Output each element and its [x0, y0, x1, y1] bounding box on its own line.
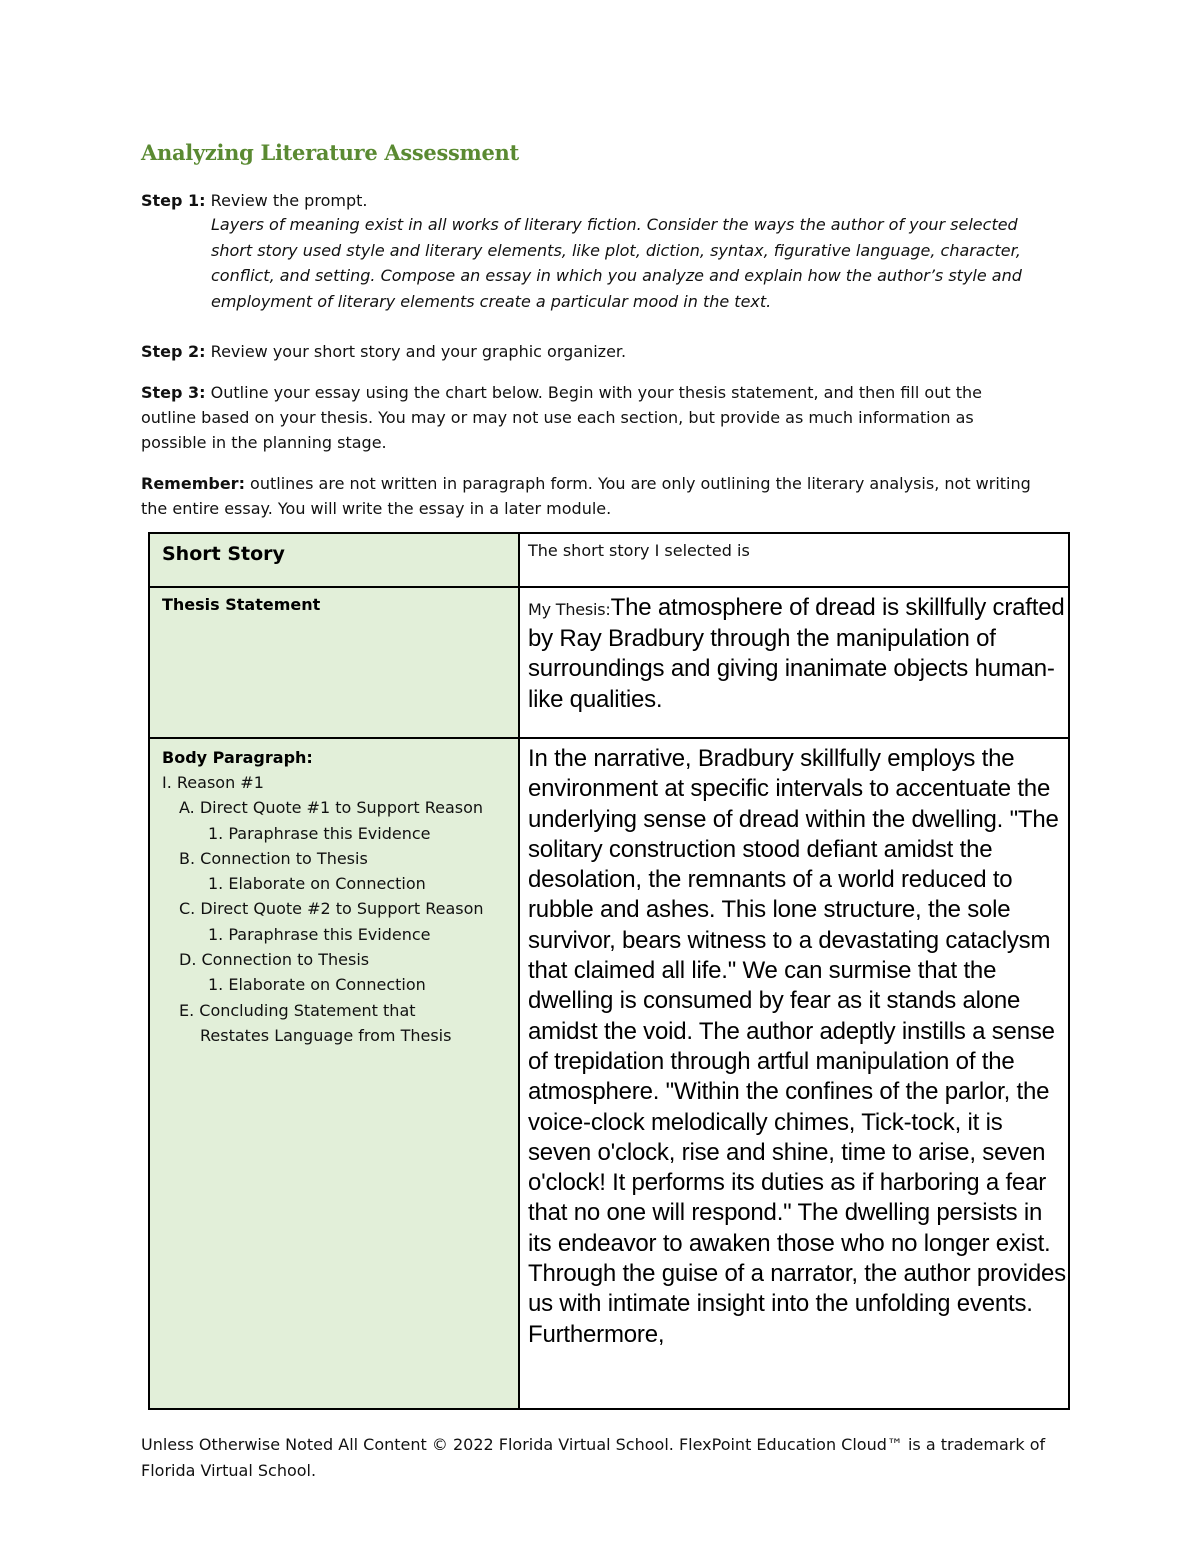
short-story-label-cell	[149, 533, 519, 587]
thesis-value-cell[interactable]	[519, 587, 1069, 738]
step-1-text: Review the prompt.	[205, 191, 368, 210]
outline-item: C. Direct Quote #2 to Support Reason	[179, 899, 484, 919]
thesis-statement	[528, 593, 1068, 715]
step-1	[141, 188, 367, 213]
short-story-label: Short Story	[162, 543, 285, 565]
thesis-label: Thesis Statement	[162, 595, 321, 614]
body-paragraph-text: In the narrative, Bradbury skillfully employs the environment at specific intervals to accentuate the underlying sense of dread within the dwelling. "The solitary construction stood defiant amidst the desolation, the remnants of a world reduced to rubble and ashes. This lone structure, the sole survivor, bears witness to a devastating cataclysm that claimed all life." We can surmise that the dwelling is consumed by fear as it stands alone amidst the void. The author adeptly instills a sense of trepidation through artful manipulation of the atmosphere. "Within the confines of the parlor, the voice-clock melodically chimes, Tick-tock, it is seven o'clock, rise and shine, time to arise, seven o'clock! It performs its duties as if harboring a fear that no one will respond." The dwelling persists in its endeavor to awaken those who no longer exist. Through the guise of a narrator, the author provides us with intimate insight into the unfolding events. Furthermore,	[528, 745, 1066, 1348]
remember-label: Remember:	[141, 474, 245, 493]
remember-note	[141, 471, 1031, 521]
step-3	[141, 380, 1021, 455]
step-1-label: Step 1:	[141, 191, 206, 210]
outline-item: A. Direct Quote #1 to Support Reason	[179, 798, 484, 818]
outline-table	[148, 532, 1070, 1410]
outline-item: D. Connection to Thesis	[179, 950, 370, 970]
body-paragraph-row	[149, 738, 1069, 1409]
body-paragraph-value-cell[interactable]	[519, 738, 1069, 1409]
page-title: Analyzing Literature Assessment	[141, 140, 519, 165]
outline-item: Restates Language from Thesis	[200, 1025, 452, 1045]
short-story-value-cell[interactable]	[519, 533, 1069, 587]
outline-item: 1. Elaborate on Connection	[208, 874, 426, 894]
short-story-value: The short story I selected is	[528, 541, 750, 560]
thesis-prefix: My Thesis:	[528, 600, 611, 619]
prompt-text: Layers of meaning exist in all works of literary fiction. Consider the ways the author of your selected short story used style and literary elements, like plot, diction, syntax, figurative language, character, conflict, and setting. Compose an essay in which you analyze and explain how the author’s style and employment of literary elements create a particular mood in the text.	[211, 215, 1022, 311]
thesis-row	[149, 587, 1069, 738]
step-3-text: Outline your essay using the chart below. Begin with your thesis statement, and then fill out the outline based on your thesis. You may or may not use each section, but provide as much information as possible in the planning stage.	[141, 383, 982, 452]
short-story-row	[149, 533, 1069, 587]
outline-item: 1. Elaborate on Connection	[208, 975, 426, 995]
outline-item: 1. Paraphrase this Evidence	[208, 924, 431, 944]
body-paragraph-label: Body Paragraph:	[162, 748, 313, 767]
body-outline-list	[162, 770, 518, 1048]
thesis-label-cell	[149, 587, 519, 738]
step-2	[141, 339, 626, 364]
body-paragraph-label-cell	[149, 738, 519, 1409]
outline-item: 1. Paraphrase this Evidence	[208, 823, 431, 843]
copyright-footer: Unless Otherwise Noted All Content © 2022 Florida Virtual School. FlexPoint Education Cloud™ is a trademark of Florida Virtual School.	[141, 1435, 1046, 1480]
remember-text: outlines are not written in paragraph form. You are only outlining the literary analysis, not writing the entire essay. You will write the essay in a later module.	[141, 474, 1031, 518]
outline-item: E. Concluding Statement that	[179, 1000, 416, 1020]
step-2-label: Step 2:	[141, 342, 206, 361]
step-2-text: Review your short story and your graphic organizer.	[205, 342, 627, 361]
outline-item: I. Reason #1	[162, 773, 264, 792]
step-3-label: Step 3:	[141, 383, 206, 402]
thesis-text: The atmosphere of dread is skillfully crafted by Ray Bradbury through the manipulation of surroundings and giving inanimate objects human-like qualities.	[528, 594, 1065, 713]
outline-item: B. Connection to Thesis	[179, 848, 368, 868]
